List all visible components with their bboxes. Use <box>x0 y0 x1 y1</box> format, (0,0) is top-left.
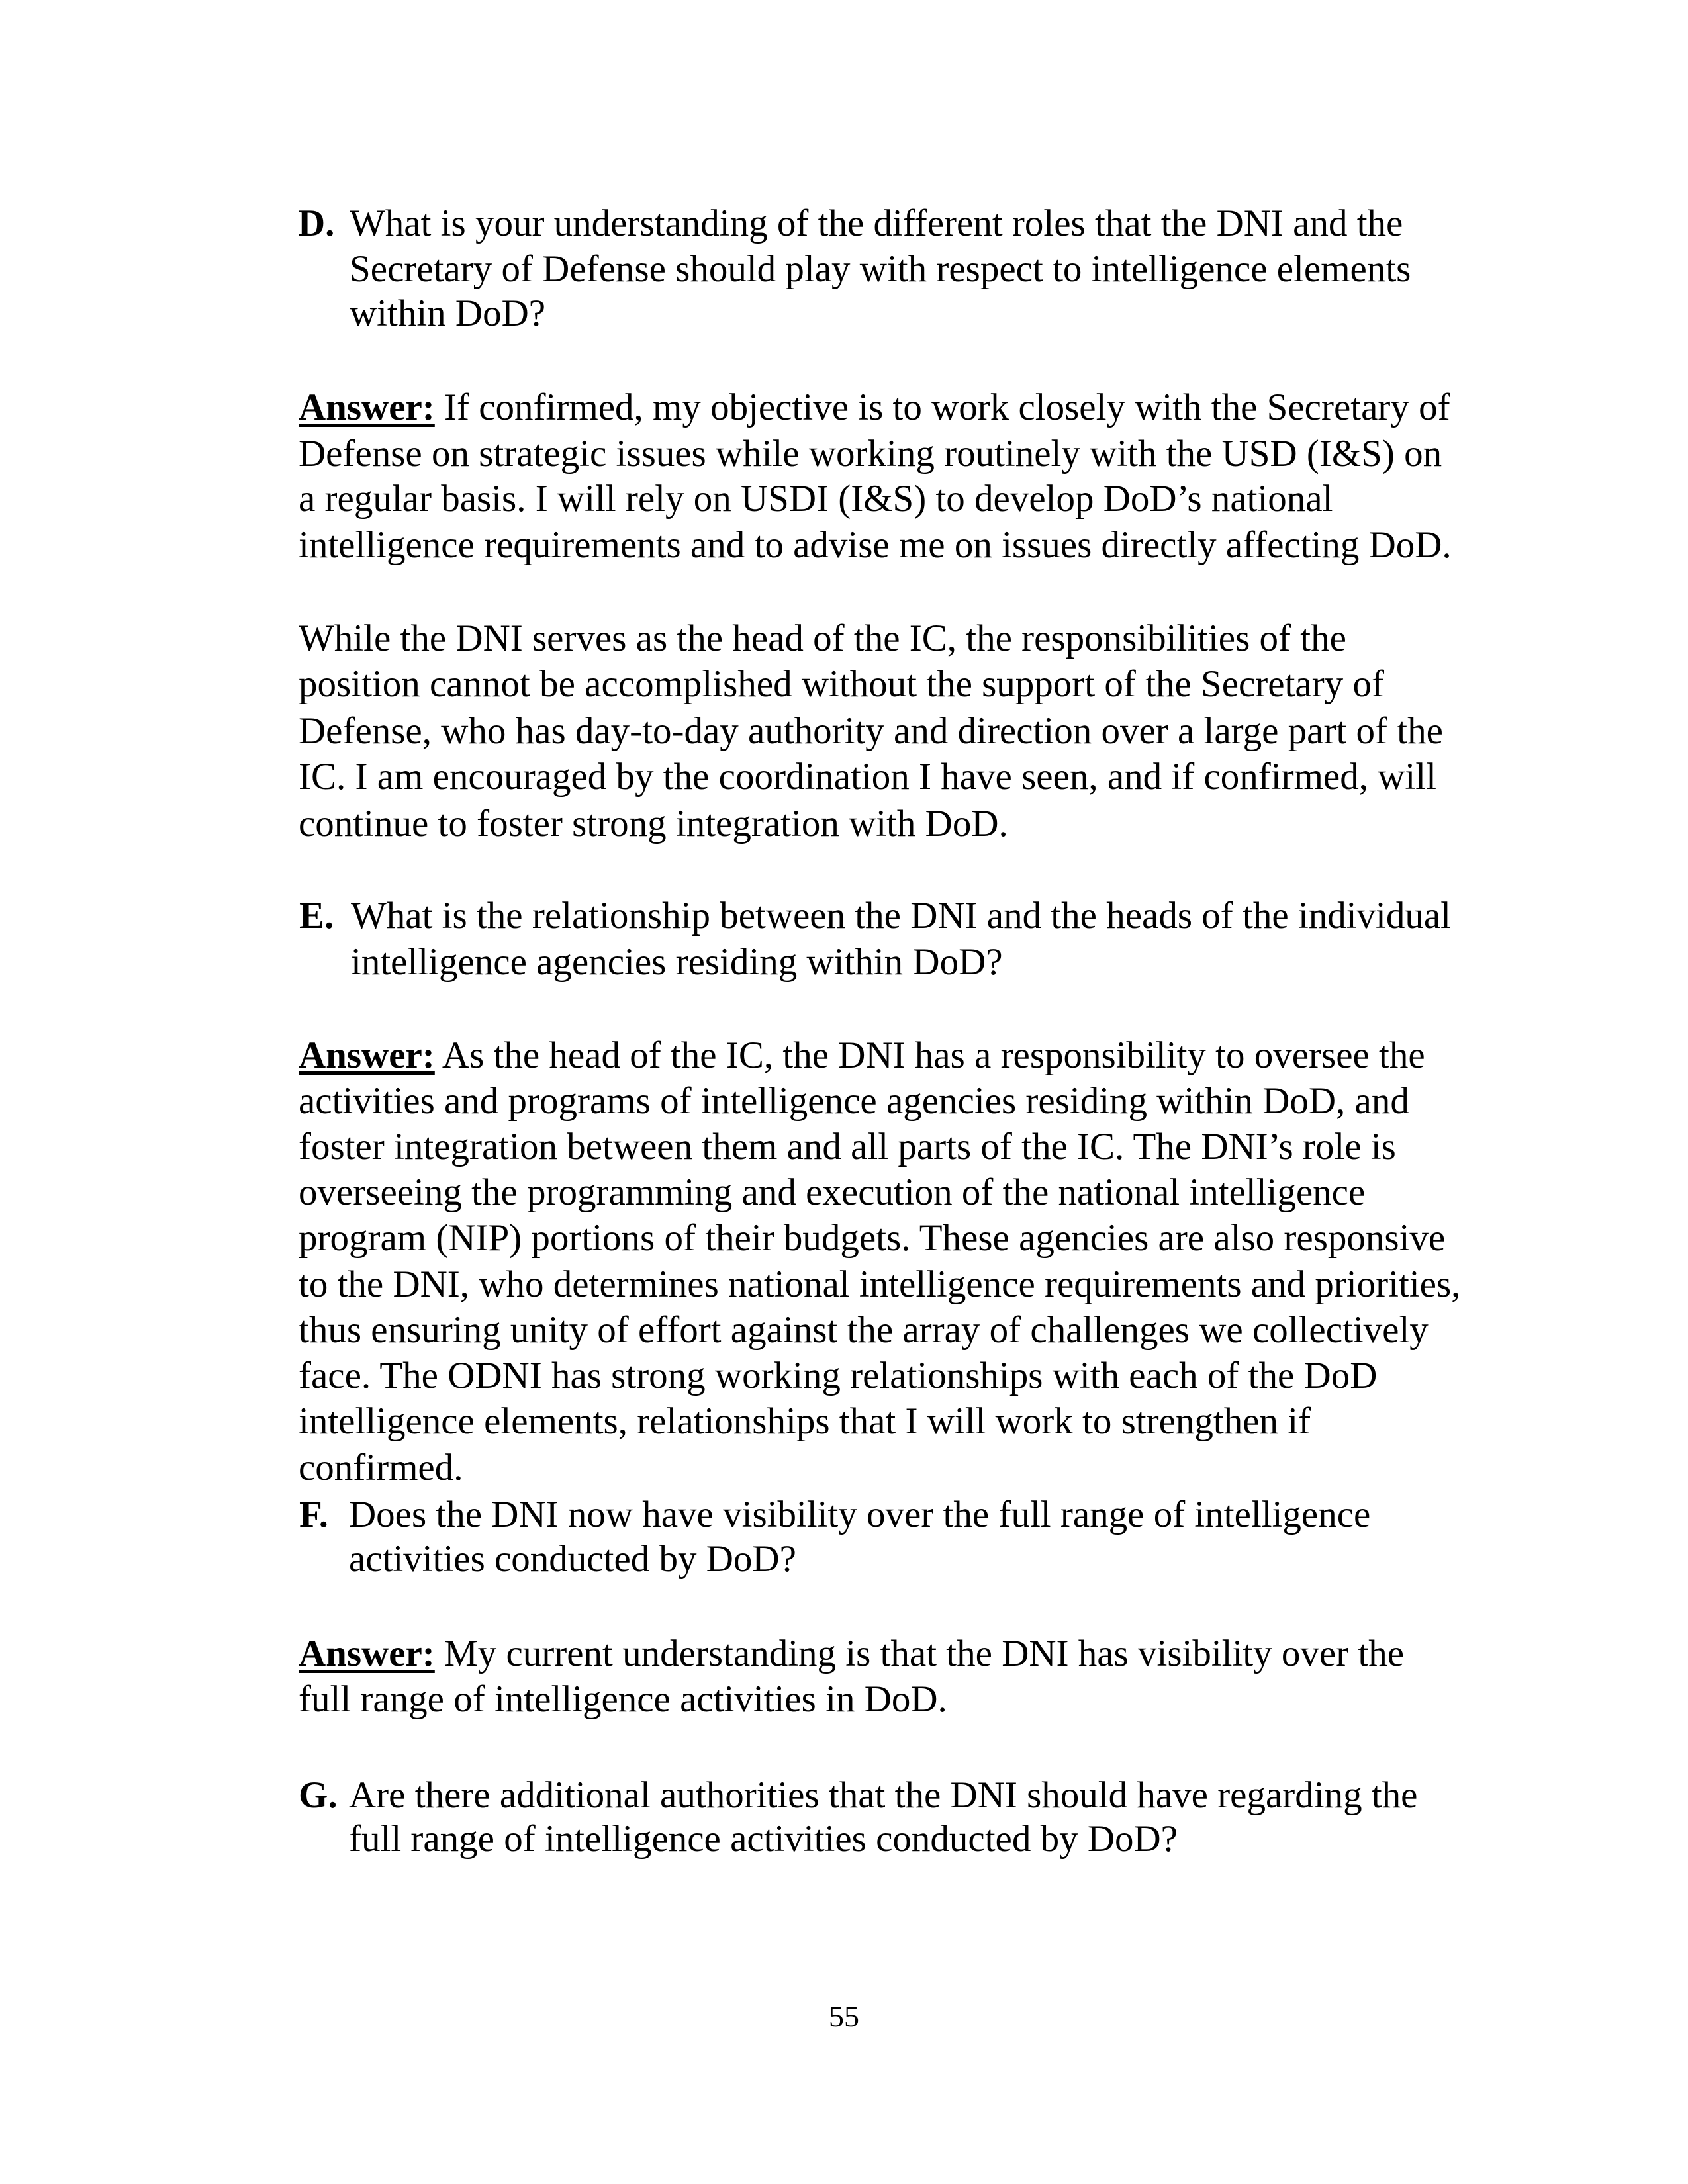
answer-line: While the DNI serves as the head of the IC, the responsibilities of the <box>299 617 1346 659</box>
answer-line: thus ensuring unity of effort against the array of challenges we collectively <box>299 1309 1429 1351</box>
question-line <box>299 897 334 934</box>
question-line: activities conducted by DoD? <box>349 1538 796 1580</box>
answer-line: continue to foster strong integration with DoD. <box>299 803 1008 844</box>
answer-line: Answer: As the head of the IC, the DNI has a responsibility to oversee the <box>299 1034 1425 1076</box>
answer-line: program (NIP) portions of their budgets. These agencies are also responsive <box>299 1217 1446 1259</box>
answer-line: foster integration between them and all parts of the IC. The DNI’s role is <box>299 1126 1396 1167</box>
answer-line: to the DNI, who determines national intelligence requirements and priorities, <box>299 1263 1461 1305</box>
question-line <box>299 1496 328 1533</box>
answer-label: Answer: <box>299 1034 435 1076</box>
answer-line: Defense, who has day-to-day authority and direction over a large part of the <box>299 710 1443 752</box>
question-label: D. <box>298 203 335 244</box>
answer-line: intelligence elements, relationships that I will work to strengthen if <box>299 1400 1311 1442</box>
question-line <box>298 205 334 242</box>
answer-line: IC. I am encouraged by the coordination I have seen, and if confirmed, will <box>299 756 1436 797</box>
question-label: G. <box>299 1774 338 1816</box>
answer-line: face. The ODNI has strong working relationships with each of the DoD <box>299 1355 1378 1396</box>
answer-line: full range of intelligence activities in DoD. <box>299 1678 947 1720</box>
answer-line: position cannot be accomplished without the support of the Secretary of <box>299 663 1384 705</box>
answer-line: Defense on strategic issues while working routinely with the USD (I&S) on <box>299 433 1442 475</box>
question-line: What is your understanding of the different roles that the DNI and the <box>350 203 1403 244</box>
question-label: E. <box>299 895 334 936</box>
question-line: Secretary of Defense should play with respect to intelligence elements <box>350 248 1411 290</box>
answer-line: overseeing the programming and execution of the national intelligence <box>299 1171 1366 1213</box>
answer-line: a regular basis. I will rely on USDI (I&S) to develop DoD’s national <box>299 478 1333 520</box>
answer-label: Answer: <box>299 387 435 428</box>
answer-label: Answer: <box>299 1633 435 1674</box>
answer-line: Answer: If confirmed, my objective is to work closely with the Secretary of <box>299 387 1450 428</box>
question-line: within DoD? <box>350 293 546 334</box>
question-line: What is the relationship between the DNI and the heads of the individual <box>351 895 1452 936</box>
question-label: F. <box>299 1494 328 1535</box>
question-line: intelligence agencies residing within DoD? <box>351 941 1003 983</box>
question-line: Are there additional authorities that the DNI should have regarding the <box>349 1774 1418 1816</box>
question-line: full range of intelligence activities conducted by DoD? <box>349 1818 1178 1860</box>
page-number: 55 <box>829 1999 859 2033</box>
answer-line: confirmed. <box>299 1447 463 1488</box>
answer-line: activities and programs of intelligence agencies residing within DoD, and <box>299 1080 1409 1122</box>
question-line: Does the DNI now have visibility over the full range of intelligence <box>349 1494 1371 1535</box>
question-line <box>299 1776 338 1814</box>
answer-line: Answer: My current understanding is that the DNI has visibility over the <box>299 1633 1405 1674</box>
answer-line: intelligence requirements and to advise me on issues directly affecting DoD. <box>299 524 1452 566</box>
